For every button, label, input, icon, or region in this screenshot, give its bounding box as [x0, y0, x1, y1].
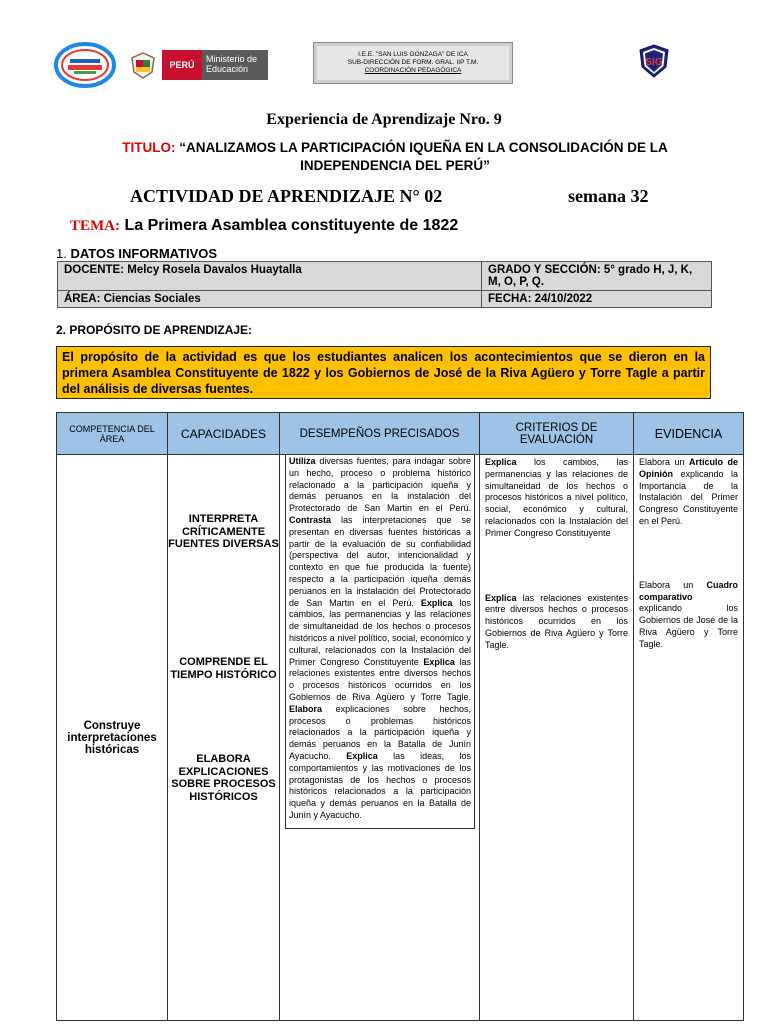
competencias-table — [56, 412, 744, 1021]
actividad-title: ACTIVIDAD DE APRENDIZAJE N° 02 — [130, 186, 443, 206]
fecha-cell: FECHA: 24/10/2022 — [482, 291, 712, 308]
datos-informativos-table — [57, 261, 712, 308]
criterio-verb: Explica — [485, 457, 517, 467]
capacidad-item: COMPRENDE EL TIEMPO HISTÓRICO — [170, 656, 277, 681]
evidencia-post: explicando la Importancia de la Instalación del Primer Congreso Constituyente en el Perú. — [639, 468, 738, 526]
criterios-cell — [480, 455, 634, 1021]
criterio-text: los cambios, las permanencias y las relaciones de simultaneidad de los hechos o procesos históricos a nivel político, social, económico y cultural, relacionados con la Instalación del Primer Congreso Constituyente — [485, 457, 628, 538]
semana-label: semana 32 — [568, 186, 649, 206]
proposito-box: El propósito de la actividad es que los estudiantes analicen los acontecimientos que se dieron en la primera Asamblea Constituyente de 1822 y los Gobiernos de José de la Riva Agüero y Torre Tagle a partir del análisis de diversas fuentes. — [56, 346, 711, 399]
desempeno-text: las relaciones existentes entre diversos hechos o procesos históricos ocurridos en los Gobiernos de Riva Agüero y Torre Tagle. — [289, 656, 471, 702]
header-desempenos: DESEMPEÑOS PRECISADOS — [280, 413, 480, 455]
sig-logo-text: SIG — [645, 57, 663, 68]
desempenos-box — [285, 455, 475, 829]
aprendo-logo-icon — [54, 42, 116, 88]
peru-label: PERÚ — [162, 50, 202, 80]
desempeno-verb: Elabora — [289, 703, 323, 714]
datos-row — [58, 291, 712, 308]
criterio-text: las relaciones existentes entre diversos hechos o procesos históricos ocurridos en los Gobiernos de Riva Agüero y Torre Tagle. — [485, 592, 628, 650]
peru-crest-icon — [128, 50, 158, 80]
datos-section-label: DATOS INFORMATIVOS — [70, 246, 218, 261]
experiencia-title: Experiencia de Aprendizaje Nro. 9 — [266, 111, 502, 128]
area-cell: ÁREA: Ciencias Sociales — [58, 291, 482, 308]
iee-line-1: I.E.E. "SAN LUIS GONZAGA" DE ICA — [358, 51, 468, 58]
capacidad-item: INTERPRETA CRÍTICAMENTE FUENTES DIVERSAS — [168, 513, 279, 550]
titulo-text: “ANALIZAMOS LA PARTICIPACIÓN IQUEÑA EN LA CONSOLIDACIÓN DE LA INDEPENDENCIA DEL PERÚ” — [179, 140, 668, 173]
desempeno-text: diversas fuentes, para indagar sobre un hecho, proceso o problema histórico relacionado a la participación iqueña y demás peruanos en la instalación del Protectorado de San Martin en el Perú. — [289, 456, 471, 514]
competencia-cell: Construye interpretaciones históricas — [57, 455, 168, 1021]
ministerio-label: Ministerio de Educación — [202, 50, 268, 80]
tema-heading — [70, 217, 458, 235]
sig-shield-icon — [636, 43, 672, 79]
datos-section-title — [56, 246, 217, 261]
tema-label: TEMA: — [70, 218, 120, 234]
iee-line-2: SUB-DIRECCIÓN DE FORM. GRAL. IIP T.M. — [347, 59, 479, 66]
aprendo-en-casa-logo — [54, 42, 116, 88]
titulo-heading — [70, 139, 720, 175]
evidencia-pre: Elabora un — [639, 579, 707, 590]
desempeno-verb: Contrasta — [289, 514, 332, 525]
header-criterios: CRITERIOS DE EVALUACIÓN — [480, 413, 634, 455]
evidencia-pre: Elabora un — [639, 457, 689, 467]
grado-cell: GRADO Y SECCIÓN: 5° grado H, J, K, M, O, P, Q. — [482, 262, 712, 291]
datos-row — [58, 262, 712, 291]
evidencia-cell — [634, 455, 744, 1021]
criterio-item — [485, 593, 628, 652]
tema-text: La Primera Asamblea constituyente de 1822 — [124, 217, 459, 234]
desempeno-text: las interpretaciones que se presentan en diversas fuentes históricas a partir de la evaluación de su confiabilidad (perspectiva del autor, intencionalidad y contexto en que fue producida la fuente) respecto a la participación iqueña demás peruanos en la instalación del Protectorado de San Martin en el Perú. — [289, 514, 471, 608]
header-competencia: COMPETENCIA DEL ÁREA — [57, 413, 168, 455]
desempeno-verb: Explica — [420, 597, 453, 608]
iee-coordinacion-box — [313, 42, 513, 84]
sig-logo — [636, 43, 672, 79]
capacidad-item: ELABORA EXPLICACIONES SOBRE PROCESOS HISTÓRICOS — [171, 753, 276, 803]
evidencia-bold: Artículo de Opinión — [639, 457, 738, 479]
desempeno-verb: Explica — [346, 750, 378, 761]
desempenos-cell — [280, 455, 480, 1021]
desempeno-text: explicaciones sobre hechos, procesos o problemas históricos relacionados a la participación iqueña y demás peruanos en la Batalla de Junín Ayacucho. — [289, 703, 471, 761]
desempeno-text: las ideas, los comportamientos y las motivaciones de los protagonistas de los hechos o procesos históricos relacionados a la participación iqueña y demás peruanos en la Batalla de Junín y Ayacucho. — [289, 750, 471, 820]
table-row — [57, 455, 744, 1021]
evidencia-item — [639, 580, 738, 651]
evidencia-post: explicando los Gobiernos de José de la Riva Agüero y Torre Tagle. — [639, 603, 738, 649]
evidencia-bold: Cuadro comparativo — [639, 579, 738, 602]
criterio-item — [485, 457, 628, 540]
desempeno-verb: Utiliza — [289, 456, 316, 466]
table-header-row — [57, 413, 744, 455]
ministerio-educacion-logo — [128, 50, 270, 80]
proposito-section-title: 2. PROPÓSITO DE APRENDIZAJE: — [56, 323, 253, 337]
datos-section-num: 1. — [56, 246, 67, 261]
desempeno-verb: Explica — [423, 656, 455, 667]
iee-line-3: COORDINACIÓN PEDAGÓGICA — [364, 67, 462, 74]
evidencia-item — [639, 457, 738, 528]
capacidades-cell — [168, 455, 280, 1021]
criterio-verb: Explica — [485, 592, 517, 603]
titulo-label: TITULO: — [122, 140, 176, 155]
header-capacidades: CAPACIDADES — [168, 413, 280, 455]
docente-cell: DOCENTE: Melcy Rosela Davalos Huaytalla — [58, 262, 482, 291]
header-evidencia: EVIDENCIA — [634, 413, 744, 455]
desempeno-text: los cambios, las permanencias y las relaciones de simultaneidad de los hechos o procesos históricos a nivel político, social, económico y cultural, relacionados con la Instalación del Primer Congreso Constituyente — [289, 597, 471, 667]
